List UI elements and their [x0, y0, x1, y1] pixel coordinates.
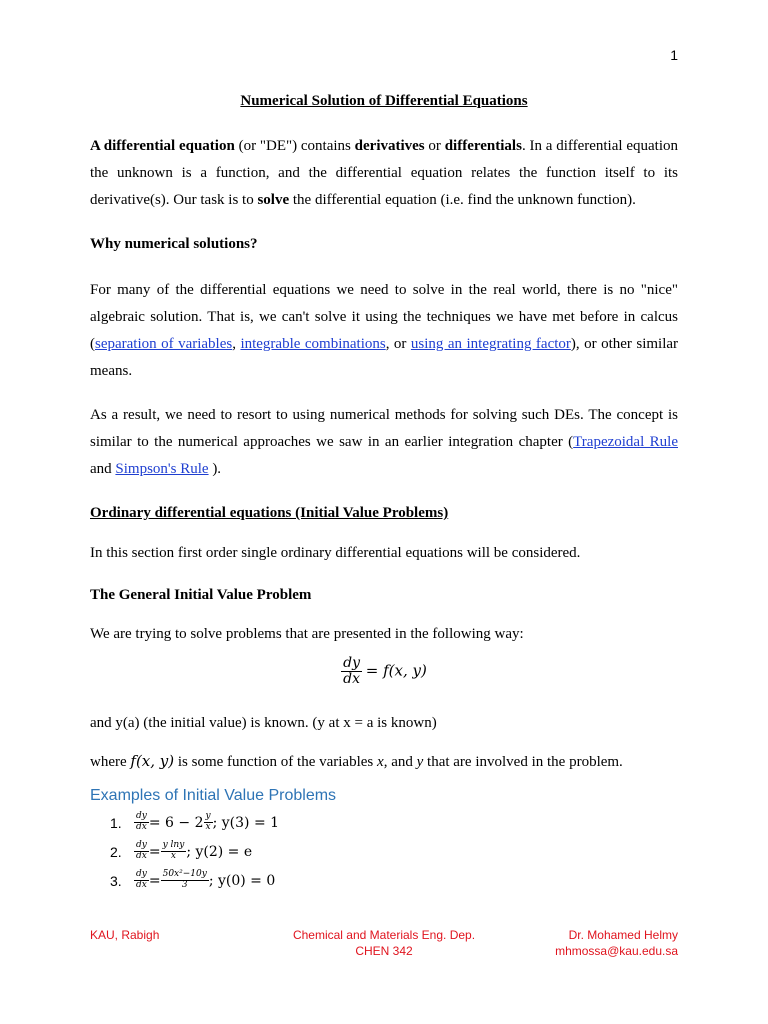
footer-email[interactable]: mhmossa@kau.edu.sa — [555, 944, 678, 958]
ode-heading: Ordinary differential equations (Initial Value Problems) — [90, 505, 449, 521]
ivp-text: We are trying to solve problems that are presented in the following way: — [90, 626, 524, 642]
footer-left: KAU, Rabigh — [90, 928, 160, 942]
footer-right — [555, 927, 678, 959]
example-item-1: 1. $\frac{dy}{dx}$ = 6 − 2 $\frac{y}{x}$ ; y(3) = 1 — [110, 811, 280, 832]
ode-text: In this section first order single ordinary differential equations will be considered. — [90, 545, 581, 561]
footer-department: Chemical and Materials Eng. Dep. — [292, 928, 476, 942]
link-integrating-factor[interactable]: using an integrating factor — [410, 336, 571, 352]
example-item-2: 2. $\frac{dy}{dx}$ = $\frac{\text{y lny}}{x}$ ; y(2) = e — [110, 840, 253, 861]
example-item-3: 3. $\frac{dy}{dx}$ = $\frac{\text{50x²−10y}}{3}$ ; y(0) = 0 — [110, 869, 276, 890]
why-paragraph-2: As a result, we need to resort to using numerical methods for solving such DEs. The concept is similar to the numerical approaches we saw in an earlier integration chapter (Trapezoidal Rule and Simpson's Rule ). — [90, 407, 678, 477]
why-paragraph-1: For many of the differential equations we need to solve in the real world, there is no "nice" algebraic solution. That is, we can't solve it using the techniques we have met before in calcus (separation of variables, integrable combinations, or using an integrating factor), or other similar means. — [90, 282, 679, 379]
intro-paragraph: A differential equation (or "DE") contains derivatives or differentials. In a differential equation the unknown is a function, and the differential equation relates the function itself to its derivative(s). Our task is to solve the differential equation (i.e. find the unknown function). — [90, 138, 678, 208]
footer-author: Dr. Mohamed Helmy — [568, 928, 678, 942]
examples-list — [110, 808, 279, 895]
initial-value-text: and y(a) (the initial value) is known. (y at x = a is known) — [90, 715, 437, 731]
footer-course: CHEN 342 — [355, 944, 413, 958]
link-integrable-combinations[interactable]: integrable combinations — [240, 336, 386, 352]
function-description: where f(x, y) is some function of the variables x, and y that are involved in the problem. — [90, 752, 623, 770]
link-simpsons-rule[interactable]: Simpson's Rule — [115, 461, 209, 477]
link-trapezoidal-rule[interactable]: Trapezoidal Rule — [573, 434, 678, 450]
page-number: 1 — [670, 47, 678, 63]
general-ivp-equation: $\frac{dy}{dx}$ = f(x, y) — [343, 655, 427, 688]
why-heading: Why numerical solutions? — [90, 236, 258, 252]
link-separation-of-variables[interactable]: separation of variables — [95, 336, 233, 352]
document-title: Numerical Solution of Differential Equations — [240, 93, 528, 109]
term-differential-equation: A differential equation — [90, 138, 235, 154]
ivp-heading: The General Initial Value Problem — [90, 587, 312, 603]
examples-heading: Examples of Initial Value Problems — [90, 787, 337, 804]
dy-dx-fraction: $\frac{dy}{dx}$ — [343, 655, 361, 688]
footer-center — [240, 927, 528, 959]
